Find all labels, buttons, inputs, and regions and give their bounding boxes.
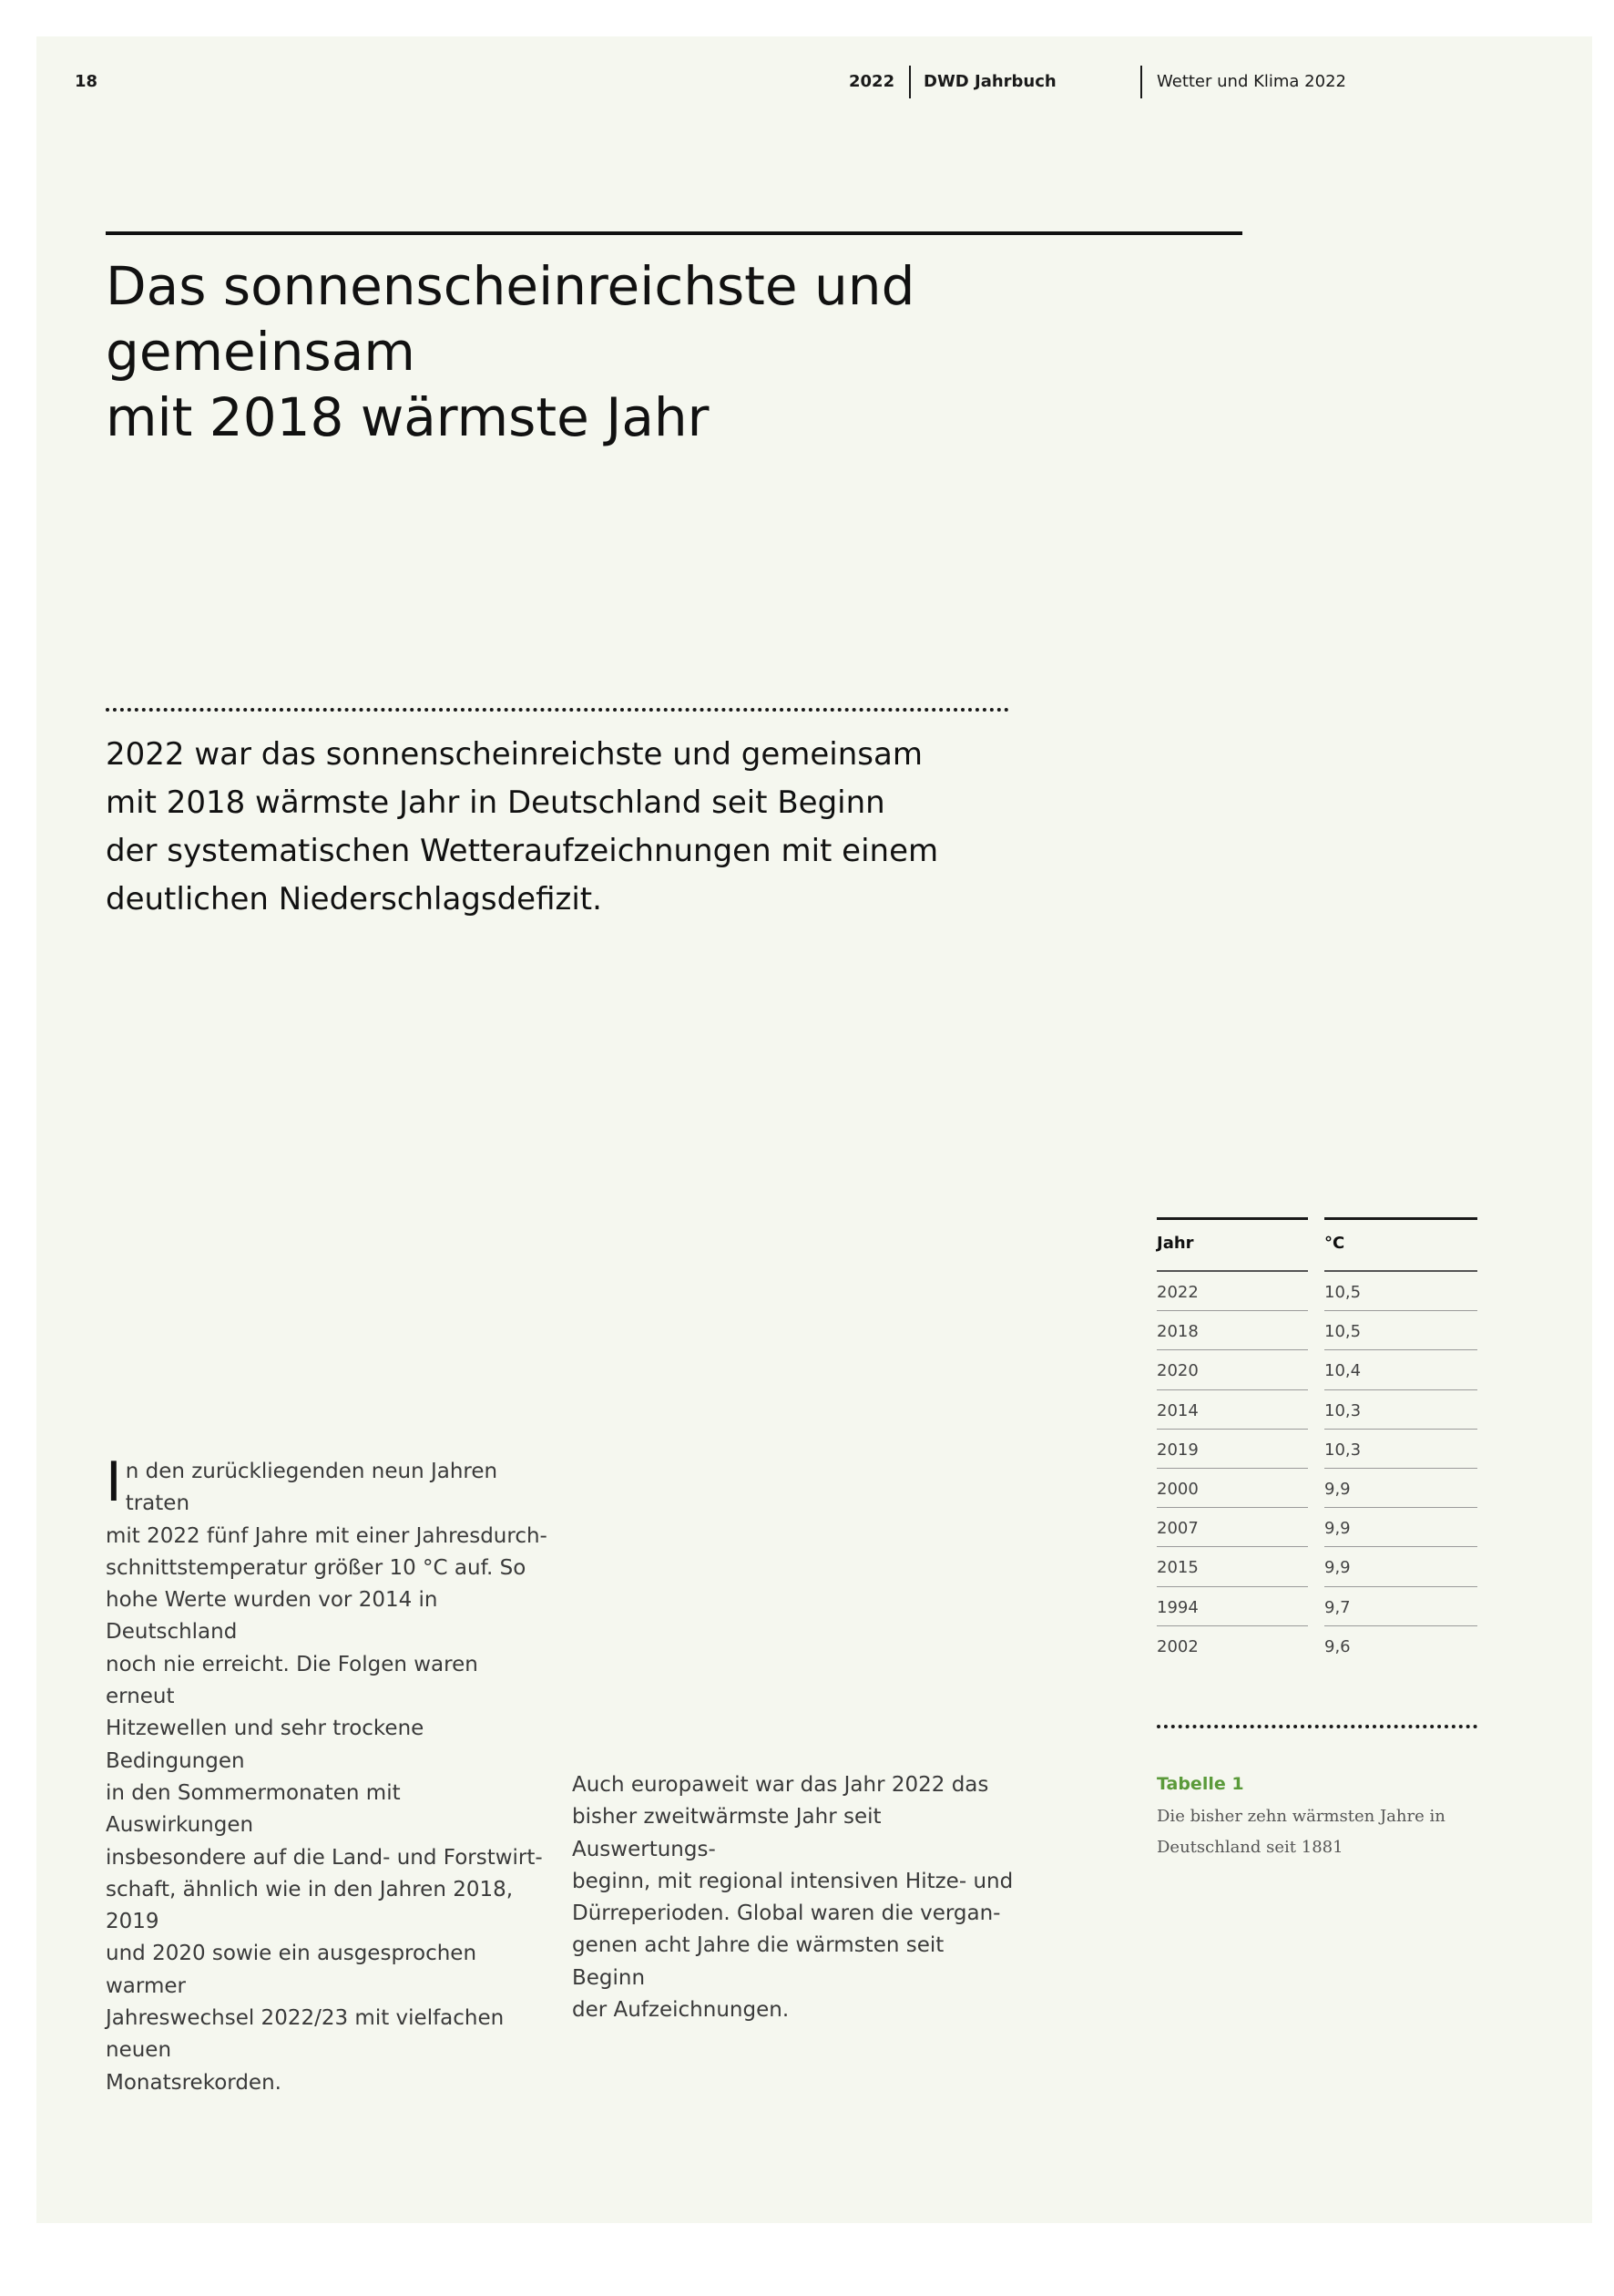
body-line: in den Sommermonaten mit Auswirkungen (106, 1780, 401, 1838)
cell-year: 2018 (1157, 1322, 1199, 1342)
table-row (1157, 1430, 1477, 1469)
title-line: Das sonnenscheinreichste und gemeinsam (106, 255, 915, 383)
body-line: Auch europaweit war das Jahr 2022 das (572, 1773, 989, 1797)
body-line: und 2020 sowie ein ausgesprochen warmer (106, 1942, 477, 1998)
table-caption (1157, 1801, 1485, 1863)
body-line: schaft, ähnlich wie in den Jahren 2018, 2019 (106, 1877, 514, 1934)
header-publication: DWD Jahrbuch (924, 72, 1057, 91)
body-line: noch nie erreicht. Die Folgen waren erneut (106, 1652, 478, 1709)
table-row (1157, 1547, 1477, 1586)
table-top-rule (1157, 1217, 1308, 1220)
lead-line: mit 2018 wärmste Jahr in Deutschland seit Beginn (106, 784, 885, 821)
cell-year: 2014 (1157, 1400, 1199, 1420)
page-title (106, 253, 1199, 450)
cell-year: 2019 (1157, 1440, 1199, 1460)
header-section: Wetter und Klima 2022 (1157, 72, 1346, 91)
title-rule (106, 231, 1242, 235)
cell-temperature: 9,7 (1324, 1597, 1351, 1617)
body-line: mit 2022 fünf Jahre mit einer Jahresdurch- (106, 1523, 547, 1548)
body-line: der Aufzeichnungen. (572, 1998, 790, 2023)
header-year: 2022 (849, 72, 895, 91)
table-row (1157, 1311, 1477, 1350)
lead-paragraph (106, 731, 1016, 924)
cell-year: 1994 (1157, 1597, 1199, 1617)
table-row (1157, 1587, 1477, 1626)
body-column-1 (106, 1450, 552, 2099)
body-line: Hitzewellen und sehr trockene Bedingungen (106, 1717, 424, 1773)
lead-dotted-rule (106, 708, 1009, 712)
dropcap: I (106, 1450, 122, 1514)
body-line: Dürreperioden. Global waren die vergan- (572, 1901, 1001, 1926)
table-row (1157, 1350, 1477, 1389)
header-separator (909, 66, 911, 98)
body-line: Jahreswechsel 2022/23 mit vielfachen neuen (106, 2006, 505, 2063)
table-body (1157, 1272, 1477, 1666)
cell-temperature: 9,9 (1324, 1558, 1351, 1578)
title-line: mit 2018 wärmste Jahr (106, 386, 710, 448)
body-column-2 (572, 1769, 1018, 2026)
cell-temperature: 10,3 (1324, 1440, 1362, 1460)
header-separator (1140, 66, 1142, 98)
body-line: Monatsrekorden. (106, 2070, 281, 2095)
cell-year: 2000 (1157, 1479, 1199, 1499)
table-row (1157, 1626, 1477, 1666)
page-number: 18 (75, 72, 98, 91)
caption-line: Die bisher zehn wärmsten Jahre in (1157, 1807, 1445, 1826)
body-line: n den zurückliegenden neun Jahren traten (125, 1460, 498, 1516)
table-row (1157, 1469, 1477, 1508)
lead-line: 2022 war das sonnenscheinreichste und gemeinsam (106, 736, 923, 773)
body-line: beginn, mit regional intensiven Hitze- und (572, 1869, 1014, 1893)
body-line: genen acht Jahre die wärmsten seit Beginn (572, 1933, 945, 1990)
table-header-temperature: °C (1324, 1234, 1345, 1253)
cell-temperature: 9,6 (1324, 1636, 1351, 1656)
cell-temperature: 10,5 (1324, 1283, 1362, 1302)
table-header-year: Jahr (1157, 1234, 1194, 1253)
body-line: hohe Werte wurden vor 2014 in Deutschland (106, 1588, 438, 1645)
table-top-rule (1324, 1217, 1477, 1220)
lead-line: deutlichen Niederschlagsdefizit. (106, 881, 602, 917)
cell-year: 2015 (1157, 1558, 1199, 1578)
cell-year: 2002 (1157, 1636, 1199, 1656)
caption-dotted-rule (1157, 1725, 1477, 1728)
cell-year: 2007 (1157, 1519, 1199, 1539)
table-row (1157, 1272, 1477, 1311)
cell-temperature: 10,4 (1324, 1361, 1362, 1381)
caption-line: Deutschland seit 1881 (1157, 1838, 1343, 1857)
cell-year: 2022 (1157, 1283, 1199, 1302)
body-line: insbesondere auf die Land- und Forstwirt- (106, 1845, 543, 1870)
body-line: bisher zweitwärmste Jahr seit Auswertungs- (572, 1805, 882, 1861)
cell-temperature: 10,5 (1324, 1322, 1362, 1342)
cell-year: 2020 (1157, 1361, 1199, 1381)
cell-temperature: 9,9 (1324, 1519, 1351, 1539)
cell-temperature: 10,3 (1324, 1400, 1362, 1420)
table-row (1157, 1508, 1477, 1547)
lead-line: der systematischen Wetteraufzeichnungen mit einem (106, 833, 939, 869)
table-caption-label: Tabelle 1 (1157, 1774, 1244, 1794)
cell-temperature: 9,9 (1324, 1479, 1351, 1499)
body-line: schnittstemperatur größer 10 °C auf. So (106, 1555, 526, 1580)
table-row (1157, 1390, 1477, 1430)
